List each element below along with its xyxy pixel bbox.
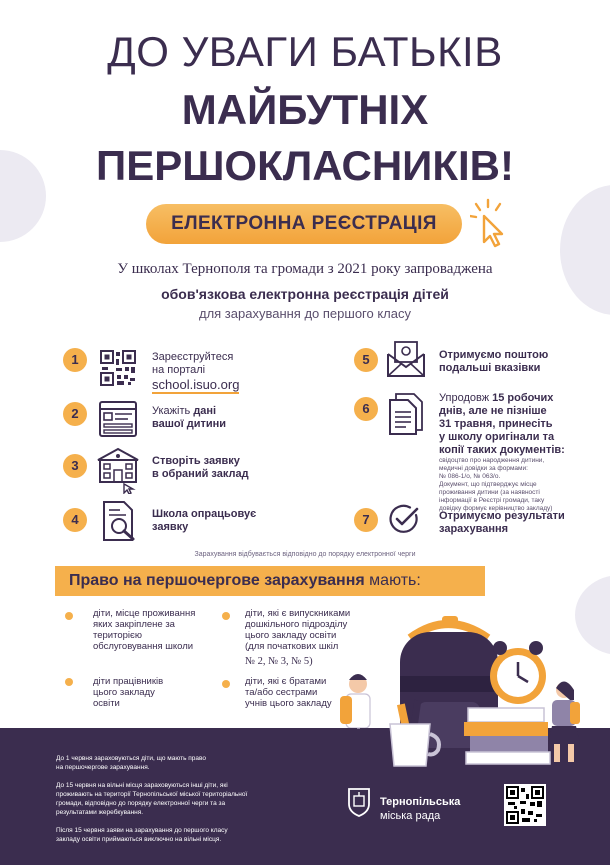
queue-note: Зарахування відбувається відповідно до порядку електронної черги xyxy=(194,551,416,558)
priority-heading: Право на першочергове зарахування мають: xyxy=(55,566,485,596)
bullet-dot xyxy=(65,678,73,686)
step-4-number: 4 xyxy=(63,508,87,532)
mail-icon xyxy=(386,340,426,378)
coat-of-arms-icon xyxy=(346,786,372,818)
step-6-number: 6 xyxy=(354,397,378,421)
form-icon xyxy=(98,400,138,438)
step-3-text: Створіть заявку в обраний заклад xyxy=(152,455,249,480)
title-line-2: МАЙБУТНІХ xyxy=(181,86,429,133)
bullet-dot xyxy=(222,612,230,620)
brand-subtitle: міська рада xyxy=(380,810,441,822)
priority-item-2: діти, які є випускниками дошкільного підрозділу цього закладу освіти (для початкових шкіл № 2, № 3, № 5) xyxy=(245,608,351,667)
step-5-number: 5 xyxy=(354,348,378,372)
document-search-icon xyxy=(100,500,140,542)
cursor-click-icon xyxy=(470,198,514,250)
priority-item-4: діти, які є братами та/або сестрами учнів цього закладу xyxy=(245,676,332,709)
registration-badge: ЕЛЕКТРОННА РЕЄСТРАЦІЯ xyxy=(146,204,462,244)
footer-qr-code[interactable] xyxy=(504,784,546,826)
footer-note-3: Після 15 червня заяви на зарахування до першого класу закладу освіти приймаються виключно на вільні місця. xyxy=(56,827,228,843)
step-4-text: Школа опрацьовує заявку xyxy=(152,508,257,533)
intro-text: У школах Тернополя та громади з 2021 року запроваджена xyxy=(117,261,493,277)
title-line-1: ДО УВАГИ БАТЬКІВ xyxy=(107,28,503,75)
intro-highlight: обов'язкова електронна реєстрація дітей xyxy=(161,286,449,302)
documents-icon xyxy=(386,392,426,436)
footer-note-1: До 1 червня зараховуються діти, що мають право на першочергове зарахування. xyxy=(56,755,207,771)
bullet-dot xyxy=(222,680,230,688)
step-7-number: 7 xyxy=(354,508,378,532)
qr-code-icon xyxy=(100,350,136,386)
step-1-text: Зареєструйтеся на порталі school.isuo.org xyxy=(152,351,240,392)
school-backpack-illustration xyxy=(338,604,583,774)
step-1-number: 1 xyxy=(63,348,87,372)
intro-subtext: для зарахування до першого класу xyxy=(198,306,411,321)
check-circle-icon xyxy=(388,503,420,535)
school-building-icon xyxy=(94,446,142,494)
priority-item-3: діти працівників цього закладу освіти xyxy=(93,676,164,709)
step-5-text: Отримуємо поштою подальші вказівки xyxy=(439,349,549,374)
brand-name: Тернопільська xyxy=(380,796,461,808)
step-6-text: Упродовж 15 робочих днів, але не пізніше 31 травня, принесіть у школу оригінали та копії таких документів: свідоцтво про народження дитини, медичні довідки за формами: № 086-1/о, № 063/о. Документ, що підтверджує місце проживання дитини (за наявності інформації в Реєстрі громади, таку довідку формує керівництво закладу) xyxy=(439,392,565,512)
step-2-text: Укажіть дані вашої дитини xyxy=(152,405,227,430)
footer-note-2: До 15 червня на вільні місця зараховуються інші діти, які проживають на території Тернопільської міської територіальної громади, відповідно до порядку електронної черги та за результатами жеребкування. xyxy=(56,782,248,816)
step-2-number: 2 xyxy=(63,402,87,426)
qr-code-icon xyxy=(506,786,544,824)
title-line-3: ПЕРШОКЛАСНИКІВ! xyxy=(96,142,514,189)
portal-link[interactable]: school.isuo.org xyxy=(152,377,240,392)
priority-item-1: діти, місце проживання яких закріплене за територією обслуговування школи xyxy=(93,608,196,652)
step-7-text: Отримуємо результати зарахування xyxy=(439,510,565,535)
step-3-number: 3 xyxy=(63,454,87,478)
bullet-dot xyxy=(65,612,73,620)
